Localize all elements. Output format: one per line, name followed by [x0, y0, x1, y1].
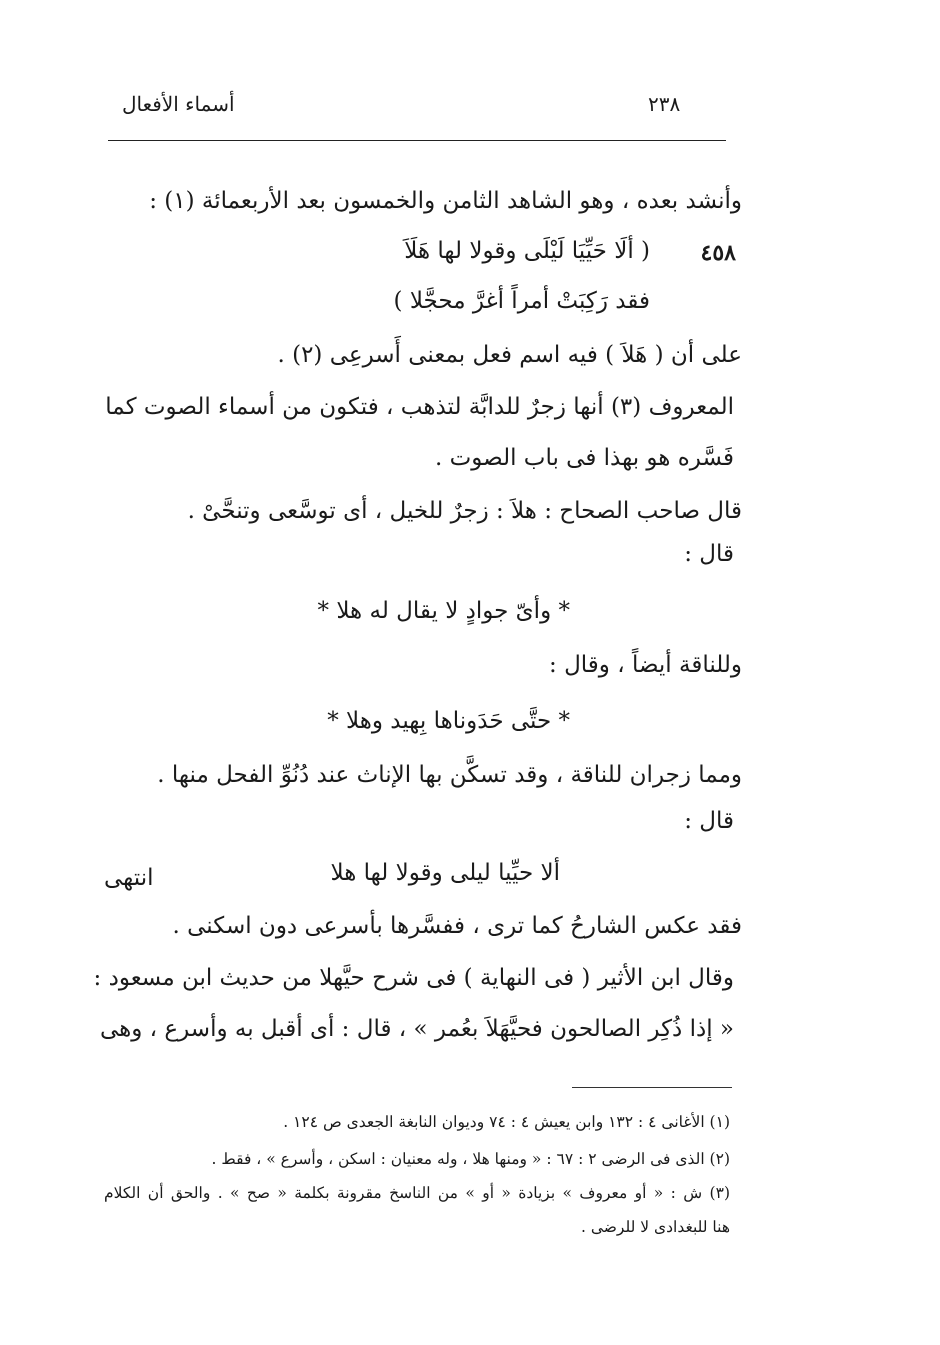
running-title: أسماء الأفعال [122, 92, 235, 116]
paragraph-line: قال صاحب الصحاح : هلاَ : زجرٌ للخيل ، أى توسَّعى وتنحَّىْ . [187, 498, 742, 524]
page-number: ٢٣٨ [648, 92, 681, 116]
verse-hemistich-2: فقد رَكِبَتْ أمراً أغرَّ محجَّلا ) [393, 288, 650, 314]
quoted-verse: * وأىّ جوادٍ لا يقال له هلا * [317, 598, 570, 624]
paragraph-line: وللناقة أيضاً ، وقال : [549, 652, 742, 678]
quoted-verse: * حتَّى حَدَوناها بِهيد وهلا * [327, 708, 570, 734]
header-rule [108, 140, 726, 141]
paragraph-line: المعروف (٣) أنها زجرٌ للدابَّة لتذهب ، فتكون من أسماء الصوت كما [105, 394, 734, 420]
footnote-rule [572, 1087, 732, 1088]
paragraph-line: ومما زجران للناقة ، وقد تسكَّن بها الإناث عند دُنُوِّ الفحل منها . [157, 762, 742, 788]
paragraph-line: فقد عكس الشارحُ كما ترى ، ففسَّرها بأسرعى دون اسكنى . [172, 913, 742, 939]
quoted-verse: ألا حيِّيا ليلى وقولا لها هلا [330, 860, 560, 886]
footnote: هنا للبغدادى لا للرضى . [580, 1218, 730, 1236]
paragraph-line: قال : [684, 541, 734, 567]
footnote: (٢) الذى فى الرضى ٢ : ٦٧ : « ومنها هلا ، وله معنيان : اسكن ، وأسرع » ، فقط . [211, 1150, 730, 1168]
paragraph-line: فَسَّره هو بهذا فى باب الصوت . [434, 445, 734, 471]
footnote: (١) الأغانى ٤ : ١٣٢ وابن يعيش ٤ : ٧٤ وديوان النابغة الجعدى ص ١٢٤ . [283, 1113, 730, 1131]
verse-number: ٤٥٨ [700, 240, 736, 266]
intro-line: وأنشد بعده ، وهو الشاهد الثامن والخمسون بعد الأربعمائة (١) : [149, 188, 742, 214]
paragraph-line: وقال ابن الأثير ( فى النهاية ) فى شرح حيَّهلا من حديث ابن مسعود : [93, 965, 734, 991]
footnote: (٣) ش : « أو معروف » بزيادة « أو » من الناسخ مقرونة بكلمة « صح » . والحق أن الكلام [104, 1184, 730, 1202]
paragraph-line: على أن ( هَلاَ ) فيه اسم فعل بمعنى أَسرعِى (٢) . [277, 342, 742, 368]
verse-end-note: انتهى [104, 865, 154, 891]
paragraph-line: قال : [684, 808, 734, 834]
paragraph-line: « إذا ذُكِر الصالحون فحيَّهَلاَ بعُمر » ، قال : أى أقبل به وأسرع ، وهى [99, 1016, 734, 1042]
verse-hemistich-1: ( ألَا حَيِّيَا لَيْلَى وقولا لها هَلَاَ [404, 238, 650, 264]
